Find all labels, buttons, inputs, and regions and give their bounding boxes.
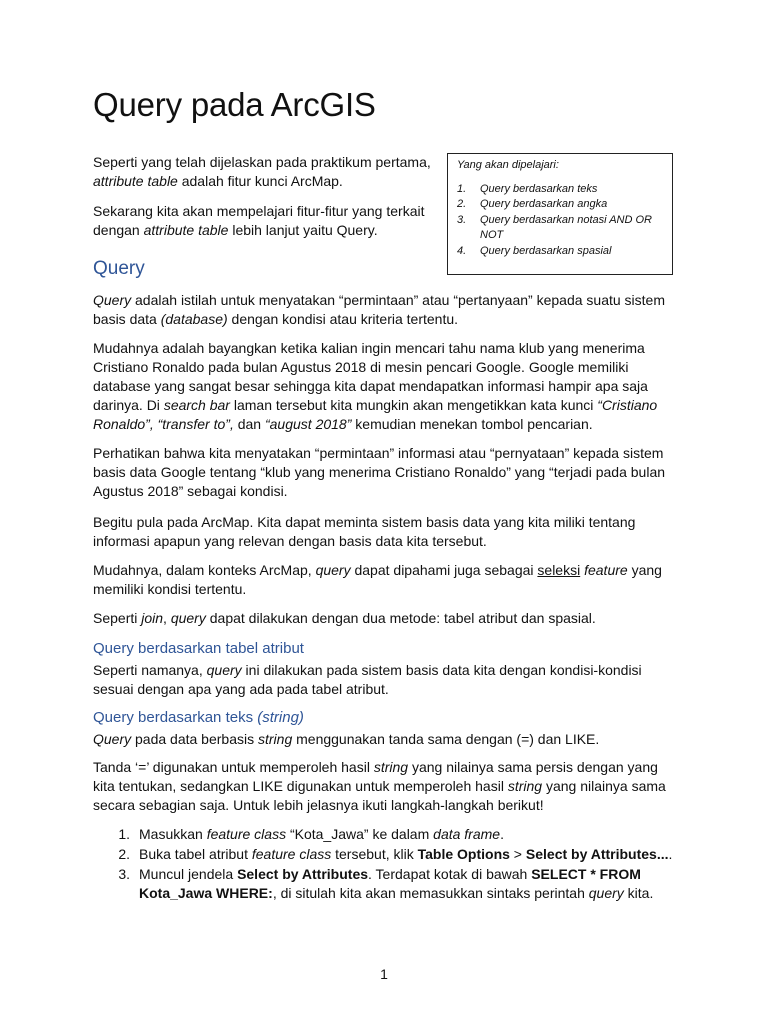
- query-paragraph-5: [93, 561, 683, 599]
- tabel-paragraph-1: [93, 661, 683, 699]
- query-paragraph-3: Perhatikan bahwa kita menyatakan “permintaan” informasi atau “pernyataan” kepada sistem basis data Google tentang “klub yang menerima Cristiano Ronaldo” yang “terjadi pada bulan Agustus 2018” sebagai kondisi.: [93, 445, 666, 499]
- query-paragraph-2: [93, 339, 683, 434]
- box-heading: Yang akan dipelajari:: [457, 159, 559, 171]
- text-run: Sekarang kita akan mempelajari fitur-fitur yang terkait dengan: [93, 203, 425, 238]
- emphasis: string: [373, 759, 409, 775]
- text-run: lebih lanjut yaitu Query.: [228, 222, 378, 238]
- objectives-list: [457, 182, 663, 260]
- text-run: yang nilainya sama persis dengan yang kita tentukan, sedangkan LIKE digunakan untuk memperoleh hasil: [93, 759, 658, 794]
- section-heading-query: Query: [93, 258, 145, 279]
- text-run: dengan kondisi atau kriteria tertentu.: [227, 311, 459, 327]
- emphasis: Query: [93, 731, 132, 747]
- query-paragraph-1: [93, 291, 683, 329]
- bold-term: Table Options: [417, 846, 510, 862]
- emphasis: (database): [160, 311, 228, 327]
- step-item: [93, 865, 683, 903]
- page-number: 1: [380, 966, 388, 982]
- text-run: dan: [233, 416, 265, 432]
- list-text: Query berdasarkan angka: [480, 198, 608, 210]
- list-number: 3.: [457, 213, 467, 226]
- underlined-term: seleksi: [537, 562, 581, 578]
- teks-paragraph-1: [93, 730, 683, 749]
- step-item: [93, 825, 683, 844]
- emphasis: feature class: [251, 846, 332, 862]
- emphasis: join: [141, 610, 164, 626]
- text-run: kita.: [623, 885, 654, 901]
- text-run: dapat dipahami juga sebagai: [350, 562, 538, 578]
- text-run: Seperti: [93, 610, 142, 626]
- emphasis: attribute table: [93, 173, 178, 189]
- text-run: Masukkan: [139, 826, 207, 842]
- steps-list: [93, 825, 683, 904]
- step-item: [93, 845, 683, 864]
- emphasis: attribute table: [143, 222, 229, 238]
- text-run: Seperti yang telah dijelaskan pada praktikum pertama,: [93, 154, 431, 170]
- page-title: Query pada ArcGIS: [93, 86, 376, 123]
- text-run: yang memiliki kondisi tertentu.: [93, 562, 662, 597]
- query-paragraph-4: Begitu pula pada ArcMap. Kita dapat meminta sistem basis data yang kita miliki tentang informasi apapun yang relevan dengan basis data kita tersebut.: [93, 514, 636, 549]
- list-item: [457, 213, 663, 244]
- text-run: Buka tabel atribut: [139, 846, 252, 862]
- text-run: tersebut, klik: [331, 846, 418, 862]
- text-run: ,: [163, 610, 171, 626]
- section-heading-tabel-atribut: Query berdasarkan tabel atribut: [93, 640, 304, 657]
- text-run: “Kota_Jawa” ke dalam: [286, 826, 434, 842]
- text-run: adalah istilah untuk menyatakan “permintaan” atau “pertanyaan” kepada suatu sistem basis data: [93, 292, 665, 327]
- list-text: Query berdasarkan teks: [480, 182, 598, 195]
- text-run: laman tersebut kita mungkin akan mengetikkan kata kunci: [229, 397, 598, 413]
- list-item: [457, 182, 663, 198]
- bold-term: Select by Attributes...: [525, 846, 669, 862]
- text-run: .: [500, 826, 504, 842]
- text-run: dapat dilakukan dengan dua metode: tabel atribut dan spasial.: [205, 610, 596, 626]
- heading-emphasis: (string): [257, 709, 304, 726]
- emphasis: Query: [93, 292, 132, 308]
- text-run: Mudahnya, dalam konteks ArcMap,: [93, 562, 316, 578]
- emphasis: “Cristiano Ronaldo”, “transfer to”,: [93, 397, 658, 432]
- list-number: 2.: [457, 198, 467, 210]
- list-text: Query berdasarkan spasial: [480, 244, 612, 257]
- text-run: . Terdapat kotak di bawah: [368, 866, 532, 882]
- text-run: yang nilainya sama secara sebagian saja. Untuk lebih jelasnya ikuti langkah-langkah berikut!: [93, 778, 666, 813]
- intro-paragraph-2: [93, 202, 443, 240]
- section-heading-teks: [93, 709, 304, 726]
- emphasis: “august 2018”: [264, 416, 352, 432]
- emphasis: query: [315, 562, 351, 578]
- text-run: adalah fitur kunci ArcMap.: [177, 173, 343, 189]
- emphasis: data frame: [433, 826, 501, 842]
- step-text: [139, 845, 683, 864]
- step-text: [139, 825, 683, 844]
- text-run: Tanda ‘=’ digunakan untuk memperoleh hasil: [93, 759, 374, 775]
- text-run: Mudahnya adalah bayangkan ketika kalian ingin mencari tahu nama klub yang menerima Cristiano Ronaldo pada bulan Agustus 2018 di mesin pencari Google. Google memiliki database yang sangat besar sehingga kita dapat mendapatkan informasi hampir apa saja darinya. Di: [93, 340, 648, 413]
- text-run: ini dilakukan pada sistem basis data kita dengan kondisi-kondisi sesuai dengan apa yang ada pada tabel atribut.: [93, 662, 642, 697]
- text-run: >: [509, 846, 526, 862]
- text-run: Muncul jendela: [139, 866, 238, 882]
- bold-term: Select by Attributes: [237, 866, 369, 882]
- heading-text: Query berdasarkan teks: [93, 709, 258, 726]
- emphasis: feature: [584, 562, 628, 578]
- query-paragraph-6: [93, 609, 683, 628]
- text-run: pada data berbasis: [131, 731, 258, 747]
- text-run: , di situlah kita akan memasukkan sintaks perintah: [272, 885, 589, 901]
- text-run: kemudian menekan tombol pencarian.: [351, 416, 593, 432]
- list-number: 1.: [457, 182, 467, 195]
- step-number: 2.: [118, 846, 130, 862]
- step-number: 1.: [118, 826, 130, 842]
- emphasis: query: [588, 885, 624, 901]
- list-text: Query berdasarkan notasi AND OR NOT: [480, 213, 652, 241]
- emphasis: search bar: [163, 397, 230, 413]
- list-item: [457, 244, 663, 260]
- learning-objectives-box: [447, 153, 673, 275]
- list-number: 4.: [457, 244, 467, 257]
- emphasis: query: [206, 662, 242, 678]
- emphasis: query: [170, 610, 206, 626]
- text-run: Seperti namanya,: [93, 662, 207, 678]
- text-run: menggunakan tanda sama dengan (=) dan LIKE.: [292, 731, 600, 747]
- emphasis: string: [258, 731, 293, 747]
- teks-paragraph-2: [93, 758, 683, 815]
- intro-paragraph-1: [93, 153, 443, 191]
- text-run: .: [668, 846, 673, 862]
- bold-term: SELECT * FROM Kota_Jawa WHERE:: [139, 866, 641, 901]
- emphasis: feature class: [206, 826, 287, 842]
- list-item: [457, 197, 663, 213]
- step-number: 3.: [118, 866, 130, 882]
- emphasis: string: [507, 778, 543, 794]
- step-text: [139, 865, 683, 903]
